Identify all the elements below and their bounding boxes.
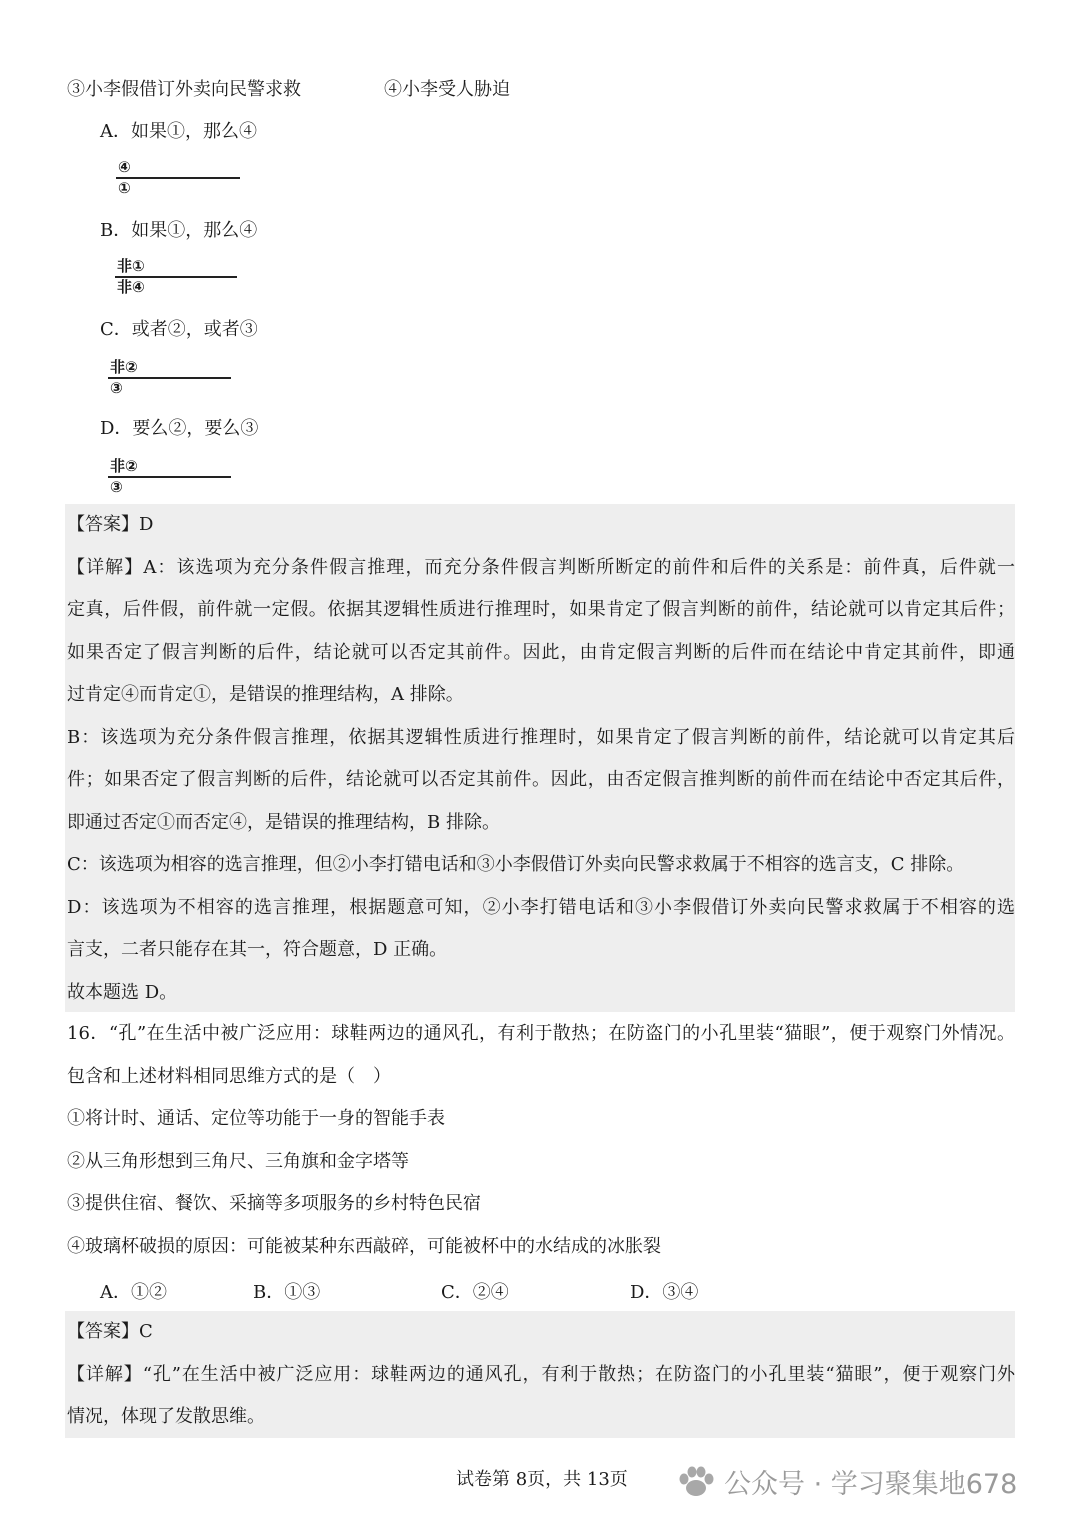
answer-line: 【答案】C xyxy=(67,1321,153,1342)
page-footer: 试卷第 8页，共 13页 xyxy=(456,1469,628,1490)
inference-conclusion: 非④ xyxy=(117,278,145,296)
detail-line: D：该选项为不相容的选言推理，根据题意可知，②小李打错电话和③小李假借订外卖向民警求救属于不相容的选 xyxy=(67,896,1015,918)
inference-conclusion: ③ xyxy=(110,379,123,397)
question-stem: 16．“孔”在生活中被广泛应用：球鞋两边的通风孔，有利于散热；在防盗门的小孔里装“猫眼”，便于观察门外情况。 xyxy=(67,1023,1015,1044)
question-item: ②从三角形想到三角尺、三角旗和金字塔等 xyxy=(67,1150,409,1172)
premise-4: ④小李受人胁迫 xyxy=(384,79,510,100)
inference-premise: 非① xyxy=(117,257,145,275)
choice-c: C．②④ xyxy=(441,1282,509,1303)
option-b-label: B．如果①，那么④ xyxy=(100,220,258,241)
question-16 xyxy=(67,1013,1015,1268)
detail-line: C：该选项为相容的选言推理，但②小李打错电话和③小李假借订外卖向民警求救属于不相容的选言支，C 排除。 xyxy=(67,854,965,875)
inference-conclusion: ③ xyxy=(110,478,123,496)
option-d-label: D．要么②，要么③ xyxy=(100,418,259,439)
inference-premise: 非② xyxy=(110,457,138,475)
detail-line: 情况，体现了发散思维。 xyxy=(67,1406,265,1427)
watermark-text: 公众号 · 学习聚集地678 xyxy=(724,1469,1018,1500)
answer-q16 xyxy=(67,1311,1015,1439)
premise-3: ③小李假借订外卖向民警求救 xyxy=(67,79,301,100)
watermark xyxy=(676,1462,1017,1501)
detail-line: 定真，后件假，前件就一定假。依据其逻辑性质进行推理时，如果肯定了假言判断的前件，结论就可以肯定其后件； xyxy=(67,599,1015,620)
detail-line: 如果否定了假言判断的后件，结论就可以否定其前件。因此，由肯定假言判断的后件而在结论中肯定其前件，即通 xyxy=(67,641,1015,663)
answer-q15 xyxy=(67,504,1015,1014)
choice-a: A．①② xyxy=(100,1282,167,1303)
answer-line: 【答案】D xyxy=(67,514,154,535)
question-item: ①将计时、通话、定位等功能于一身的智能手表 xyxy=(67,1108,445,1129)
detail-line: B：该选项为充分条件假言推理，依据其逻辑性质进行推理时，如果肯定了假言判断的前件，结论就可以肯定其后 xyxy=(67,726,1015,748)
question-item: ③提供住宿、餐饮、采摘等多项服务的乡村特色民宿 xyxy=(67,1193,481,1214)
option-c-label: C．或者②，或者③ xyxy=(100,319,258,340)
question-item: ④玻璃杯破损的原因：可能被某种东西敲碎，可能被杯中的水结成的冰胀裂 xyxy=(67,1235,661,1257)
option-a-label: A．如果①，那么④ xyxy=(100,121,257,142)
question-stem: 包含和上述材料相同思维方式的是（ ） xyxy=(67,1065,391,1087)
detail-line: 【详解】“孔”在生活中被广泛应用：球鞋两边的通风孔，有利于散热；在防盗门的小孔里装“猫眼”，便于观察门外 xyxy=(67,1363,1015,1385)
detail-line: 故本题选 D。 xyxy=(67,981,178,1003)
choice-d: D．③④ xyxy=(630,1282,699,1303)
inference-premise: ④ xyxy=(118,158,131,176)
detail-line: 言支，二者只能存在其一，符合题意，D 正确。 xyxy=(67,939,448,960)
detail-line: 件；如果否定了假言判断的后件，结论就可以否定其前件。因此，由否定假言推判断的前件而在结论中否定其后件， xyxy=(67,769,1015,790)
inference-premise: 非② xyxy=(110,358,138,376)
detail-line: 即通过否定①而否定④，是错误的推理结构，B 排除。 xyxy=(67,811,500,833)
inference-conclusion: ① xyxy=(118,179,131,197)
detail-line: 【详解】A：该选项为充分条件假言推理，而充分条件假言判断所断定的前件和后件的关系是：前件真，后件就一 xyxy=(67,556,1015,578)
choice-b: B．①③ xyxy=(253,1282,321,1303)
detail-line: 过肯定④而肯定①，是错误的推理结构，A 排除。 xyxy=(67,684,464,705)
wechat-paw-icon xyxy=(676,1465,716,1499)
